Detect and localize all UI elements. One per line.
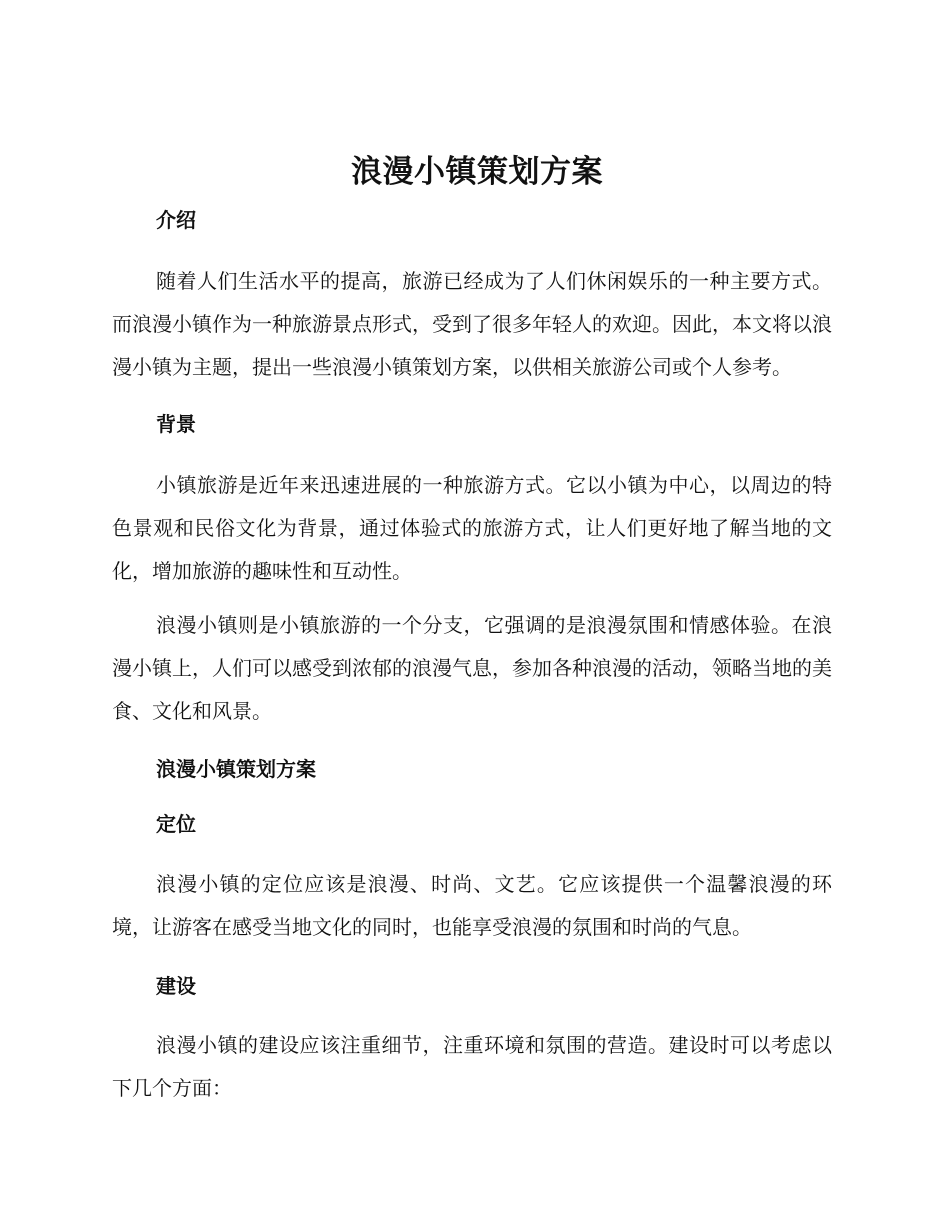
background-paragraph-2: 浪漫小镇则是小镇旅游的一个分支，它强调的是浪漫氛围和情感体验。在浪漫小镇上，人们可以感受到浓郁的浪漫气息，参加各种浪漫的活动，领略当地的美食、文化和风景。 (112, 613, 832, 723)
positioning-paragraph: 浪漫小镇的定位应该是浪漫、时尚、文艺。它应该提供一个温馨浪漫的环境，让游客在感受当地文化的同时，也能享受浪漫的氛围和时尚的气息。 (112, 872, 832, 939)
intro-paragraph: 随着人们生活水平的提高，旅游已经成为了人们休闲娱乐的一种主要方式。而浪漫小镇作为一种旅游景点形式，受到了很多年轻人的欢迎。因此，本文将以浪漫小镇为主题，提出一些浪漫小镇策划方案，以供相关旅游公司或个人参考。 (112, 269, 832, 379)
document-title: 浪漫小镇策划方案 (351, 154, 603, 190)
plan-heading: 浪漫小镇策划方案 (156, 757, 316, 781)
background-paragraph-1: 小镇旅游是近年来迅速进展的一种旅游方式。它以小镇为中心，以周边的特色景观和民俗文化为背景，通过体验式的旅游方式，让人们更好地了解当地的文化，增加旅游的趣味性和互动性。 (112, 473, 832, 583)
intro-heading: 介绍 (156, 208, 196, 232)
background-heading: 背景 (156, 412, 196, 436)
document-body (112, 150, 832, 1110)
construction-heading: 建设 (156, 974, 196, 998)
positioning-heading: 定位 (156, 812, 196, 836)
construction-paragraph: 浪漫小镇的建设应该注重细节，注重环境和氛围的营造。建设时可以考虑以下几个方面： (112, 1033, 832, 1100)
